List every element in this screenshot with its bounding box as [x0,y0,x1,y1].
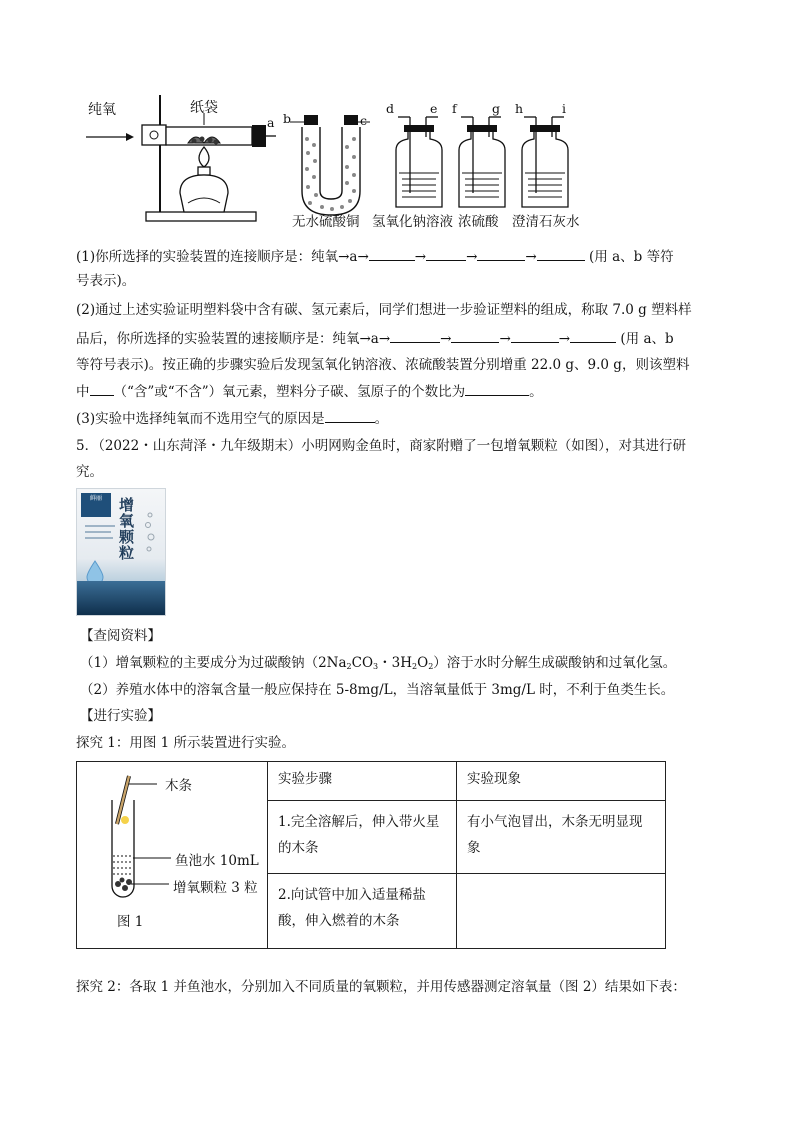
wash-bottle-limewater [522,117,568,207]
q2-line2: 品后，你所选择的实验装置的速接顺序是：纯氧→a→ → → → (用 a、b [76,328,674,349]
wash-bottle-h2so4 [459,117,505,207]
answer-blank[interactable] [451,328,499,343]
product-package-image [76,488,166,616]
explore-2: 探究 2：各取 1 并鱼池水，分别加入不同质量的氧颗粒，并用传感器测定溶氧量（图 2）结果如下表： [76,979,686,995]
p5-intro-line2: 究。 [76,464,103,480]
answer-blank[interactable] [570,328,616,343]
answer-blank[interactable] [537,246,585,261]
q3-line: (3)实验中选择纯氧而不选用空气的原因是 。 [76,408,388,429]
row2-step-cell [268,874,457,949]
q1-line1: (1)你所选择的实验装置的连接顺序是：纯氧→a→ → → → (用 a、b 等符 [76,246,674,267]
label-c: c [360,113,368,128]
package-brand-badge: 鲜丽 [81,493,111,517]
caption-limewater: 澄清石灰水 [512,214,580,230]
explore-1: 探究 1：用图 1 所示装置进行实验。 [76,735,296,751]
label-g: g [492,101,501,116]
ref-item-2: （2）养殖水体中的溶氧含量一般应保持在 5-8mg/L，当溶氧量低于 3mg/L 时，不利于鱼类生长。 [80,682,675,698]
apparatus-figure [76,95,596,230]
label-h: h [515,101,524,116]
label-d: d [386,101,395,116]
answer-blank[interactable] [390,328,440,343]
answer-blank[interactable] [90,381,114,396]
label-paper-bag: 纸袋 [190,100,218,116]
row1-step-cell [268,801,457,874]
header-steps: 实验步骤 [278,771,332,787]
ref-item-1: （1）增氧颗粒的主要成分为过碳酸钠（$2Na_2CO_3$・$3H_2O_2$）溶于水时分解生成碳酸钠和过氧化氢。 [80,655,677,671]
experiment-table [76,761,666,949]
q2-line1: (2)通过上述实验证明塑料袋中含有碳、氢元素后，同学们想进一步验证塑料的组成，称取 7.0 g 塑料样 [76,302,692,318]
label-wood-splint: 木条 [165,778,192,794]
answer-blank[interactable] [369,246,415,261]
p5-intro-line1: 5．（2022・山东菏泽・九年级期末）小明网购金鱼时，商家附赠了一包增氧颗粒（如图），对其进行研 [76,438,686,454]
answer-blank[interactable] [325,408,375,423]
header-phenomena: 实验现象 [467,771,521,787]
label-pure-oxygen: 纯氧 [88,102,116,118]
label-figure-1: 图 1 [117,914,144,930]
q1-line2: 号表示)。 [76,273,136,289]
q2-line3: 等符号表示)。按正确的步骤实验后发现氢氧化钠溶液、浓硫酸装置分别增重 22.0 g、9.0 g，则该塑料 [76,357,690,373]
row1-phenomena-cell [457,801,666,874]
wash-bottle-naoh [396,117,442,207]
caption-cuso4: 无水硫酸铜 [292,214,360,230]
package-title: 增氧颗粒 [119,496,135,562]
figure1-cell [77,762,268,949]
answer-blank[interactable] [426,246,466,261]
row2-phenomena-cell[interactable] [457,874,666,949]
section-reference: 【查阅资料】 [80,628,161,644]
label-pond-water: 鱼池水 10mL [175,853,259,869]
row1-phenomena: 有小气泡冒出，木条无明显现象 [467,814,643,856]
header-steps-cell [268,762,457,801]
row1-step: 1.完全溶解后，伸入带火星的木条 [278,814,440,856]
label-a: a [267,115,275,130]
row2-step: 2.向试管中加入适量稀盐酸，伸入燃着的木条 [278,887,426,929]
caption-naoh: 氢氧化钠溶液 [372,214,453,230]
label-e: e [430,101,438,116]
caption-h2so4: 浓硫酸 [458,214,499,230]
q2-line4: 中 （“含”或“不含”）氧元素，塑料分子碳、氢原子的个数比为 。 [76,381,543,402]
section-experiment: 【进行实验】 [80,708,161,724]
label-i: i [562,101,566,116]
bubbles-icon [143,509,157,559]
answer-blank[interactable] [511,328,559,343]
label-b: b [283,111,292,126]
label-granules: 增氧颗粒 3 粒 [173,880,258,896]
answer-blank[interactable] [477,246,525,261]
answer-blank[interactable] [465,381,529,396]
row2-phenomena[interactable] [457,874,665,890]
label-f: f [452,101,457,116]
header-phenomena-cell [457,762,666,801]
